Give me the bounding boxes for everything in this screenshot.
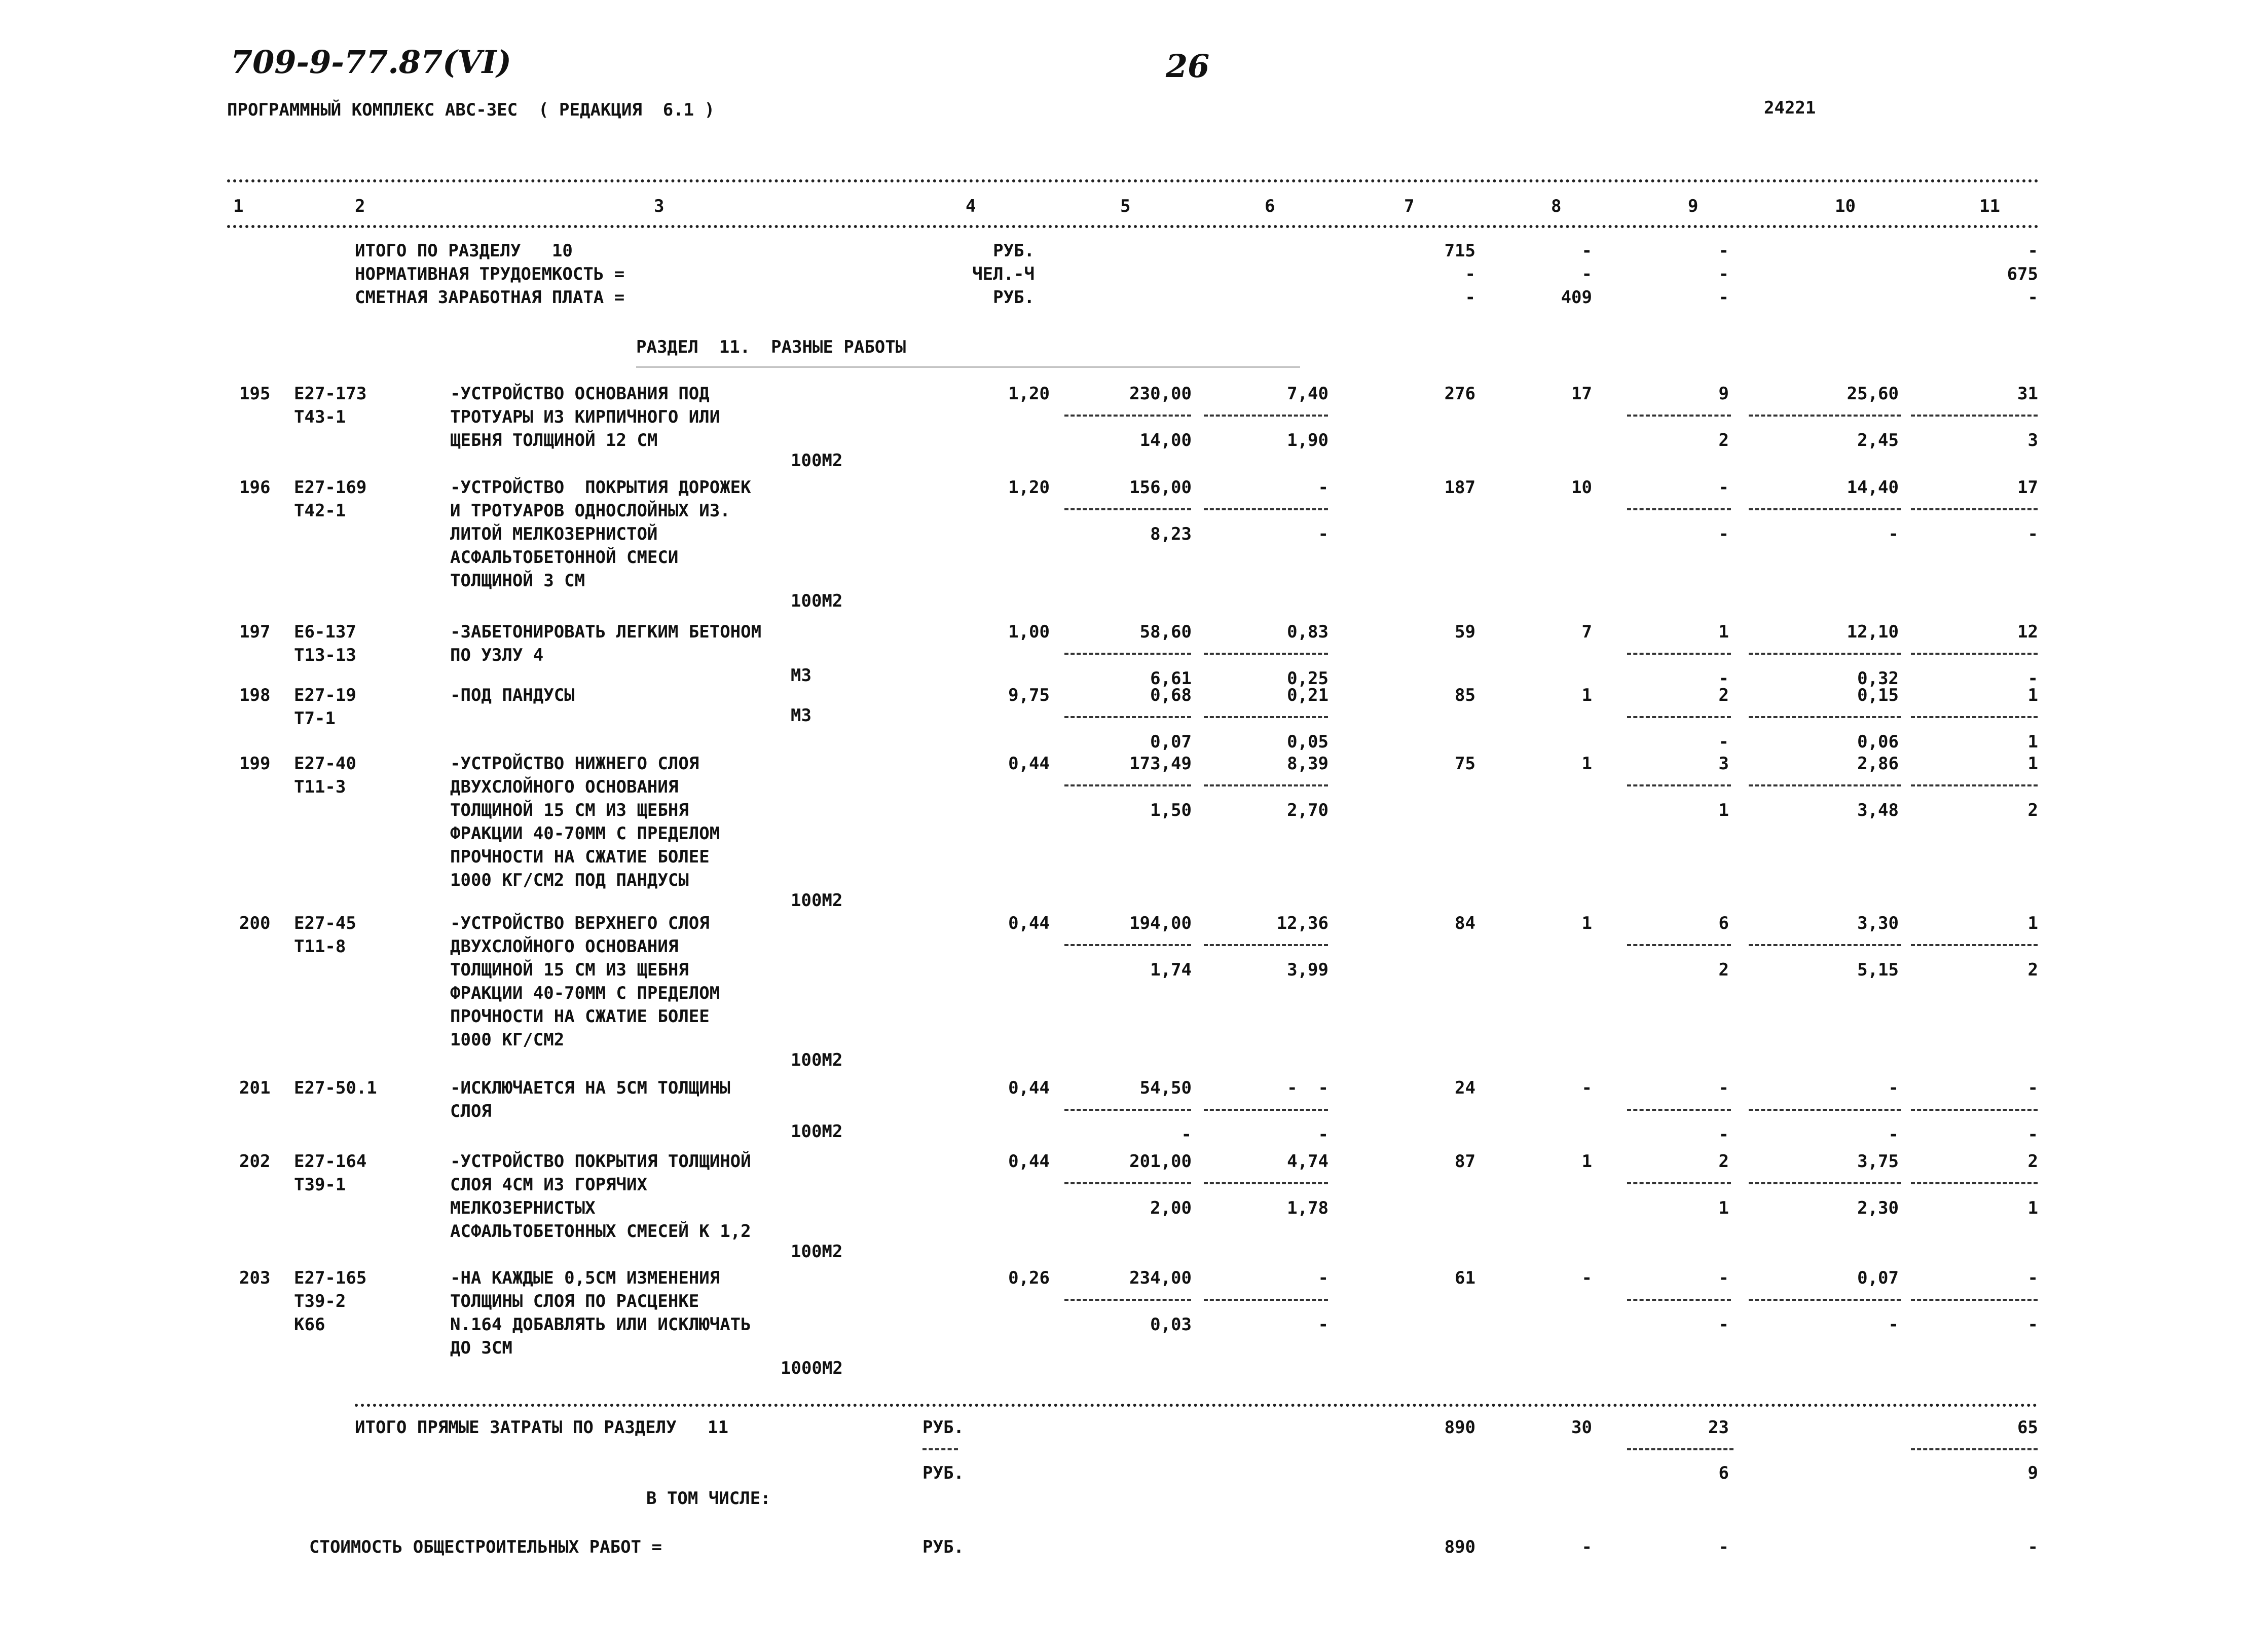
machine-wage-total: -	[1718, 732, 1729, 752]
work-description: -УСТРОЙСТВО ОСНОВАНИЯ ПОД	[450, 384, 710, 404]
c11-divider	[1911, 1299, 2038, 1301]
labor-unit: 25,60	[1847, 384, 1899, 404]
unit-cost-total: 234,00	[1129, 1268, 1192, 1288]
total-machines: 2	[1718, 1151, 1729, 1172]
labor-total: 17	[2017, 477, 2038, 498]
c5-divider	[1064, 653, 1191, 655]
value-c7: -	[1465, 264, 1475, 284]
c9-divider	[1627, 508, 1731, 510]
labor-total: 12	[2017, 622, 2038, 642]
unit-cost-machine-wage: -	[1318, 1315, 1329, 1335]
unit-cost-wage: 0,03	[1150, 1315, 1192, 1335]
total-wage: 1	[1581, 1151, 1592, 1172]
total-cost: 187	[1444, 477, 1475, 498]
c9-divider	[1627, 1299, 1731, 1301]
labor-unit: 0,15	[1857, 685, 1899, 705]
work-description: -УСТРОЙСТВО ПОКРЫТИЯ ТОЛЩИНОЙ	[450, 1151, 751, 1172]
work-description: И ТРОТУАРОВ ОДНОСЛОЙНЫХ ИЗ.	[450, 501, 730, 521]
total-cost: 61	[1455, 1268, 1475, 1288]
work-description: СЛОЯ	[450, 1101, 492, 1121]
rate-code: Е27-40	[294, 754, 356, 774]
c5-divider	[1064, 1182, 1191, 1184]
labor-machine-total: -	[2027, 1124, 2038, 1145]
unit-cost-wage: 2,00	[1150, 1198, 1192, 1218]
labor-unit: 14,40	[1847, 477, 1899, 498]
unit-rub: РУБ.	[993, 241, 1035, 261]
labor-machine-unit: -	[1888, 1124, 1899, 1145]
c10-divider	[1749, 784, 1901, 786]
rate-code: Т13-13	[294, 645, 356, 665]
total-wage: 17	[1571, 384, 1592, 404]
labor-machine-unit: -	[1888, 1315, 1899, 1335]
total-machines: 1	[1718, 622, 1729, 642]
work-description: АСФАЛЬТОБЕТОННОЙ СМЕСИ	[450, 547, 679, 568]
rate-code: Е27-164	[294, 1151, 367, 1172]
c9-divider	[1627, 1109, 1731, 1111]
value-c11: 675	[2007, 264, 2038, 284]
c9-divider	[1627, 716, 1731, 718]
c9-divider	[1627, 1182, 1731, 1184]
row-number: 197	[239, 622, 271, 642]
labor-machine-total: -	[2027, 524, 2038, 544]
total-cost: 85	[1455, 685, 1475, 705]
program-line: ПРОГРАММНЫЙ КОМПЛЕКС АВС-ЗЕС ( РЕДАКЦИЯ 6.1 )	[227, 100, 715, 120]
labor-total: 1	[2027, 754, 2038, 774]
work-description: ДО 3СМ	[450, 1338, 512, 1358]
value-c11: -	[2027, 287, 2038, 308]
unit-cost-machines: 0,21	[1287, 685, 1329, 705]
machine-wage-total: -	[1718, 1124, 1729, 1145]
unit-cost-machine-wage: 1,90	[1287, 430, 1329, 450]
total-cost: 24	[1455, 1078, 1475, 1098]
work-description: ТРОТУАРЫ ИЗ КИРПИЧНОГО ИЛИ	[450, 407, 720, 427]
work-description: 1000 КГ/СМ2	[450, 1030, 565, 1050]
unit-cost-machines: -	[1318, 1268, 1329, 1288]
value-c9: -	[1718, 264, 1729, 284]
value-c7: -	[1465, 287, 1475, 308]
measure-unit: 100М2	[791, 591, 843, 611]
row-number: 196	[239, 477, 271, 498]
column-number: 11	[1979, 196, 2000, 216]
c10-divider	[1749, 508, 1901, 510]
total-machines: 9	[1718, 384, 1729, 404]
c10-divider	[1749, 1299, 1901, 1301]
c6-divider	[1204, 653, 1328, 655]
row-number: 195	[239, 384, 271, 404]
c6-divider	[1204, 1182, 1328, 1184]
rate-code: К66	[294, 1315, 325, 1335]
unit-cost-total: 173,49	[1129, 754, 1192, 774]
unit-divider	[922, 1448, 958, 1450]
total-machines: 3	[1718, 754, 1729, 774]
c9-divider	[1627, 653, 1731, 655]
rate-code: Т39-1	[294, 1175, 346, 1195]
total-cost: 59	[1455, 622, 1475, 642]
rate-code: Т11-3	[294, 777, 346, 797]
value-c7: 890	[1444, 1417, 1475, 1438]
labor-total: -	[2027, 1268, 2038, 1288]
total-machines: -	[1718, 1078, 1729, 1098]
work-description: -ИСКЛЮЧАЕТСЯ НА 5СМ ТОЛЩИНЫ	[450, 1078, 730, 1098]
column-number: 4	[966, 196, 976, 216]
total-label: ИТОГО ПО РАЗДЕЛУ 10	[355, 241, 573, 261]
c11-divider	[1911, 944, 2038, 946]
rate-code: Е27-173	[294, 384, 367, 404]
measure-unit: 100М2	[791, 1121, 843, 1142]
unit-cost-wage: 0,07	[1150, 732, 1192, 752]
machine-wage-total: -	[1718, 1315, 1729, 1335]
c6-divider	[1204, 1299, 1328, 1301]
work-description: 1000 КГ/СМ2 ПОД ПАНДУСЫ	[450, 870, 689, 890]
c6-divider	[1204, 1109, 1328, 1111]
c10-divider	[1749, 1182, 1901, 1184]
work-description: ДВУХСЛОЙНОГО ОСНОВАНИЯ	[450, 936, 679, 957]
labor-machine-unit: 3,48	[1857, 800, 1899, 820]
row-number: 202	[239, 1151, 271, 1172]
document-number: 24221	[1764, 98, 1816, 118]
c11-divider	[1911, 1182, 2038, 1184]
unit-cost-machines: -	[1318, 477, 1329, 498]
quantity: 0,44	[1008, 913, 1050, 933]
unit-cost-machine-wage: -	[1318, 1124, 1329, 1145]
c10-divider	[1749, 653, 1901, 655]
c5-divider	[1064, 508, 1191, 510]
total-cost: 87	[1455, 1151, 1475, 1172]
measure-unit: 1000М2	[781, 1358, 843, 1378]
value-c9: 23	[1708, 1417, 1729, 1438]
total-wage: 7	[1581, 622, 1592, 642]
section-title: РАЗДЕЛ 11. РАЗНЫЕ РАБОТЫ	[636, 337, 906, 357]
work-description: -УСТРОЙСТВО ПОКРЫТИЯ ДОРОЖЕК	[450, 477, 751, 498]
labor-unit: 3,75	[1857, 1151, 1899, 1172]
wage-label: СМЕТНАЯ ЗАРАБОТНАЯ ПЛАТА =	[355, 287, 625, 308]
unit-cost-wage: 6,61	[1150, 668, 1192, 689]
machine-wage-total: -	[1718, 524, 1729, 544]
machine-wage-total: 1	[1718, 1198, 1729, 1218]
work-description: ЛИТОЙ МЕЛКОЗЕРНИСТОЙ	[450, 524, 658, 544]
value-c8: -	[1581, 264, 1592, 284]
column-number: 5	[1120, 196, 1131, 216]
rate-code: Е27-19	[294, 685, 356, 705]
total-machines: -	[1718, 477, 1729, 498]
labor-total: -	[2027, 1078, 2038, 1098]
row-number: 201	[239, 1078, 271, 1098]
unit-cost-machine-wage: 3,99	[1287, 960, 1329, 980]
labor-machine-total: 1	[2027, 732, 2038, 752]
rate-code: Т42-1	[294, 501, 346, 521]
work-description: ТОЛЩИНОЙ 15 СМ ИЗ ЩЕБНЯ	[450, 960, 689, 980]
labor-machine-total: -	[2027, 1315, 2038, 1335]
unit-cost-machine-wage: 1,78	[1287, 1198, 1329, 1218]
handwritten-page-number: 26	[1166, 48, 1210, 85]
labor-total: 1	[2027, 913, 2038, 933]
quantity: 0,44	[1008, 1151, 1050, 1172]
work-description: ТОЛЩИНОЙ 15 СМ ИЗ ЩЕБНЯ	[450, 800, 689, 820]
unit-cost-machines: 12,36	[1276, 913, 1329, 933]
rate-code: Е27-165	[294, 1268, 367, 1288]
value-c11: 65	[2017, 1417, 2038, 1438]
value-c11: -	[2027, 241, 2038, 261]
quantity: 1,20	[1008, 477, 1050, 498]
column-number: 10	[1835, 196, 1856, 216]
row-number: 200	[239, 913, 271, 933]
unit-cost-wage: -	[1181, 1124, 1192, 1145]
c5-divider	[1064, 1109, 1191, 1111]
work-description: N.164 ДОБАВЛЯТЬ ИЛИ ИСКЛЮЧАТЬ	[450, 1315, 751, 1335]
machine-wage-total: 2	[1718, 960, 1729, 980]
c9-divider	[1627, 944, 1731, 946]
labor-unit: 12,10	[1847, 622, 1899, 642]
labor-unit: -	[1888, 1078, 1899, 1098]
total-wage: 1	[1581, 913, 1592, 933]
quantity: 9,75	[1008, 685, 1050, 705]
labor-machine-total: 1	[2027, 1198, 2038, 1218]
c11-divider	[1911, 1109, 2038, 1111]
c5-divider	[1064, 415, 1191, 417]
work-description: -УСТРОЙСТВО ВЕРХНЕГО СЛОЯ	[450, 913, 710, 933]
c6-divider	[1204, 944, 1328, 946]
row-number: 203	[239, 1268, 271, 1288]
c6-divider	[1204, 716, 1328, 718]
unit-cost-total: 54,50	[1139, 1078, 1192, 1098]
work-description: -НА КАЖДЫЕ 0,5СМ ИЗМЕНЕНИЯ	[450, 1268, 720, 1288]
value-c9-sub: 6	[1718, 1463, 1729, 1483]
total-wage: 1	[1581, 685, 1592, 705]
work-description: -ЗАБЕТОНИРОВАТЬ ЛЕГКИМ БЕТОНОМ	[450, 622, 762, 642]
value-c9: -	[1718, 1537, 1729, 1557]
column-number: 7	[1404, 196, 1415, 216]
value-c9: -	[1718, 287, 1729, 308]
labor-machine-unit: 2,30	[1857, 1198, 1899, 1218]
labor-machine-unit: 2,45	[1857, 430, 1899, 450]
c11-divider	[1911, 415, 2038, 417]
unit-cost-total: 0,68	[1150, 685, 1192, 705]
measure-unit: 100М2	[791, 1242, 843, 1262]
unit-cost-total: 194,00	[1129, 913, 1192, 933]
value-c11-sub: 9	[2027, 1463, 2038, 1483]
rate-code: Т11-8	[294, 936, 346, 957]
labor-machine-unit: 5,15	[1857, 960, 1899, 980]
c11-divider	[1911, 1448, 2038, 1450]
c11-divider	[1911, 784, 2038, 786]
value-c8: -	[1581, 241, 1592, 261]
c5-divider	[1064, 1299, 1191, 1301]
total-cost: 75	[1455, 754, 1475, 774]
machine-wage-total: 2	[1718, 430, 1729, 450]
measure-unit: 100М2	[791, 1050, 843, 1070]
c6-divider	[1204, 508, 1328, 510]
measure-unit: 100М2	[791, 890, 843, 911]
unit-cost-wage: 1,50	[1150, 800, 1192, 820]
value-c9: -	[1718, 241, 1729, 261]
labor-machine-unit: 0,32	[1857, 668, 1899, 689]
value-c11: -	[2027, 1537, 2038, 1557]
measure-unit: М3	[791, 705, 811, 726]
total-wage: 1	[1581, 754, 1592, 774]
column-number: 9	[1688, 196, 1699, 216]
general-construction-cost-label: СТОИМОСТЬ ОБЩЕСТРОИТЕЛЬНЫХ РАБОТ =	[309, 1537, 662, 1557]
total-wage: -	[1581, 1268, 1592, 1288]
labor-machine-total: 2	[2027, 960, 2038, 980]
c11-divider	[1911, 508, 2038, 510]
rate-code: Е27-45	[294, 913, 356, 933]
column-number: 8	[1551, 196, 1562, 216]
total-cost: 84	[1455, 913, 1475, 933]
c5-divider	[1064, 784, 1191, 786]
unit-cost-machines: 0,83	[1287, 622, 1329, 642]
labor-unit: 0,07	[1857, 1268, 1899, 1288]
quantity: 0,26	[1008, 1268, 1050, 1288]
header-rule-bottom	[227, 225, 2039, 228]
c9-divider	[1627, 415, 1731, 417]
c10-divider	[1749, 944, 1901, 946]
including-label: В ТОМ ЧИСЛЕ:	[646, 1488, 771, 1509]
work-description: ТОЛЩИНЫ СЛОЯ ПО РАСЦЕНКЕ	[450, 1291, 699, 1311]
value-c8: 409	[1561, 287, 1592, 308]
c11-divider	[1911, 716, 2038, 718]
work-description: ПРОЧНОСТИ НА СЖАТИЕ БОЛЕЕ	[450, 847, 710, 867]
labor-unit: 2,86	[1857, 754, 1899, 774]
unit-cost-machine-wage: 0,25	[1287, 668, 1329, 689]
labor-label: НОРМАТИВНАЯ ТРУДОЕМКОСТЬ =	[355, 264, 625, 284]
unit-cost-machines: - -	[1287, 1078, 1329, 1098]
unit-cost-machines: 4,74	[1287, 1151, 1329, 1172]
labor-machine-total: 3	[2027, 430, 2038, 450]
labor-machine-unit: -	[1888, 524, 1899, 544]
total-machines: 2	[1718, 685, 1729, 705]
total-machines: -	[1718, 1268, 1729, 1288]
unit-cost-total: 156,00	[1129, 477, 1192, 498]
unit-cost-total: 201,00	[1129, 1151, 1192, 1172]
c10-divider	[1749, 1109, 1901, 1111]
unit-cost-machine-wage: 0,05	[1287, 732, 1329, 752]
work-description: -УСТРОЙСТВО НИЖНЕГО СЛОЯ	[450, 754, 699, 774]
rate-code: Т7-1	[294, 708, 336, 729]
value-c8: -	[1581, 1537, 1592, 1557]
direct-total-label: ИТОГО ПРЯМЫЕ ЗАТРАТЫ ПО РАЗДЕЛУ 11	[355, 1417, 728, 1438]
unit-cost-wage: 14,00	[1139, 430, 1192, 450]
work-description: АСФАЛЬТОБЕТОННЫХ СМЕСЕЙ К 1,2	[450, 1221, 751, 1242]
total-cost: 276	[1444, 384, 1475, 404]
value-c7: 715	[1444, 241, 1475, 261]
unit-cost-machine-wage: -	[1318, 524, 1329, 544]
c9-divider	[1627, 1448, 1733, 1450]
work-description: СЛОЯ 4СМ ИЗ ГОРЯЧИХ	[450, 1175, 647, 1195]
unit-cost-total: 58,60	[1139, 622, 1192, 642]
value-c8: 30	[1571, 1417, 1592, 1438]
measure-unit: 100М2	[791, 450, 843, 471]
work-description: ПРОЧНОСТИ НА СЖАТИЕ БОЛЕЕ	[450, 1006, 710, 1027]
total-wage: 10	[1571, 477, 1592, 498]
total-rule	[355, 1404, 2038, 1407]
unit-cost-machines: 7,40	[1287, 384, 1329, 404]
handwritten-code: 709-9-77.87(VI)	[231, 44, 511, 81]
unit-rub: РУБ.	[922, 1417, 964, 1438]
column-number: 2	[355, 196, 365, 216]
unit-rub: РУБ.	[993, 287, 1035, 308]
c6-divider	[1204, 415, 1328, 417]
rate-code: Е27-169	[294, 477, 367, 498]
work-description: МЕЛКОЗЕРНИСТЫХ	[450, 1198, 596, 1218]
work-description: ЩЕБНЯ ТОЛЩИНОЙ 12 СМ	[450, 430, 658, 450]
labor-total: 2	[2027, 1151, 2038, 1172]
total-wage: -	[1581, 1078, 1592, 1098]
unit-cost-machines: 8,39	[1287, 754, 1329, 774]
labor-machine-total: -	[2027, 668, 2038, 689]
c11-divider	[1911, 653, 2038, 655]
c9-divider	[1627, 784, 1731, 786]
total-machines: 6	[1718, 913, 1729, 933]
section-title-underline	[636, 366, 1300, 367]
machine-wage-total: 1	[1718, 800, 1729, 820]
machine-wage-total: -	[1718, 668, 1729, 689]
labor-machine-total: 2	[2027, 800, 2038, 820]
value-c7: 890	[1444, 1537, 1475, 1557]
labor-total: 1	[2027, 685, 2038, 705]
unit-cost-machine-wage: 2,70	[1287, 800, 1329, 820]
work-description: -ПОД ПАНДУСЫ	[450, 685, 575, 705]
c6-divider	[1204, 784, 1328, 786]
rate-code: Е6-137	[294, 622, 356, 642]
rate-code: Е27-50.1	[294, 1078, 377, 1098]
rate-code: Т39-2	[294, 1291, 346, 1311]
unit-cost-wage: 8,23	[1150, 524, 1192, 544]
quantity: 1,00	[1008, 622, 1050, 642]
unit-person-hour: ЧЕЛ.-Ч	[972, 264, 1035, 284]
labor-unit: 3,30	[1857, 913, 1899, 933]
measure-unit: М3	[791, 665, 811, 686]
row-number: 199	[239, 754, 271, 774]
quantity: 0,44	[1008, 754, 1050, 774]
header-rule-top	[227, 179, 2039, 182]
column-number: 3	[654, 196, 665, 216]
unit-rub: РУБ.	[922, 1463, 964, 1483]
unit-rub: РУБ.	[922, 1537, 964, 1557]
rate-code: Т43-1	[294, 407, 346, 427]
quantity: 1,20	[1008, 384, 1050, 404]
work-description: ФРАКЦИИ 40-70ММ С ПРЕДЕЛОМ	[450, 983, 720, 1003]
c5-divider	[1064, 944, 1191, 946]
labor-total: 31	[2017, 384, 2038, 404]
unit-cost-total: 230,00	[1129, 384, 1192, 404]
c10-divider	[1749, 716, 1901, 718]
row-number: 198	[239, 685, 271, 705]
c10-divider	[1749, 415, 1901, 417]
column-number: 6	[1265, 196, 1275, 216]
c5-divider	[1064, 716, 1191, 718]
labor-machine-unit: 0,06	[1857, 732, 1899, 752]
work-description: ФРАКЦИИ 40-70ММ С ПРЕДЕЛОМ	[450, 823, 720, 844]
work-description: ТОЛЩИНОЙ 3 СМ	[450, 571, 585, 591]
column-number: 1	[233, 196, 244, 216]
unit-cost-wage: 1,74	[1150, 960, 1192, 980]
quantity: 0,44	[1008, 1078, 1050, 1098]
work-description: ПО УЗЛУ 4	[450, 645, 544, 665]
work-description: ДВУХСЛОЙНОГО ОСНОВАНИЯ	[450, 777, 679, 797]
